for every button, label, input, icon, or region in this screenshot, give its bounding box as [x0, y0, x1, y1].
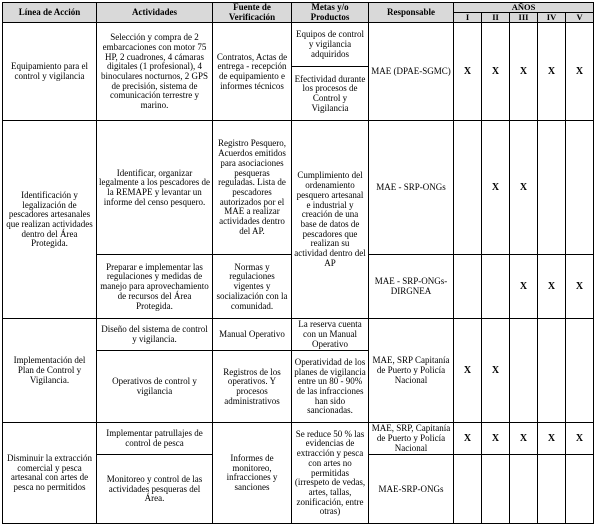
- year-mark-cell: X: [510, 423, 538, 455]
- actividad-cell: Identificar, organizar legalmente a los pescadores de la REMAPE y levantar un informe del censo pesquero.: [97, 121, 213, 255]
- fuente-cell: Registro Pesquero, Acuerdos emitidos para asociaciones pesqueras reguladas. Lista de pescadores autorizados por el MAE a realizar actividades dentro del AP.: [213, 121, 292, 255]
- fuente-cell: Contratos, Actas de entrega - recepción de equipamiento e informes técnicos: [213, 23, 292, 121]
- year-mark-cell: X: [454, 319, 482, 423]
- responsable-cell: MAE-SRP-ONGs: [369, 455, 454, 524]
- header-actividades: Actividades: [97, 3, 213, 23]
- year-mark-cell: [482, 455, 510, 524]
- year-mark-cell: [454, 255, 482, 319]
- header-responsable: Responsable: [369, 3, 454, 23]
- header-metas-productos: Metas y/o Productos: [292, 3, 369, 23]
- year-mark-cell: X: [482, 23, 510, 121]
- linea-de-accion-cell: Equipamiento para el control y vigilancia: [3, 23, 97, 121]
- actividad-cell: Selección y compra de 2 embarcaciones con motor 75 HP, 2 cuadrones, 4 cámaras digitales (1 profesional), 4 binoculares nocturnos, 2 GPS de precisión, sistema de comunicación terrestre y marino.: [97, 23, 213, 121]
- metas-subcell: Equipos de control y vigilancia adquiridos: [292, 23, 368, 67]
- actividad-cell: Diseño del sistema de control y vigilancia.: [97, 319, 213, 351]
- year-mark-cell: [566, 319, 594, 423]
- year-mark-cell: [510, 455, 538, 524]
- year-mark-cell: X: [538, 23, 566, 121]
- table-row: [3, 319, 594, 351]
- year-mark-cell: X: [566, 255, 594, 319]
- actividad-cell: Implementar patrullajes de control de pesca: [97, 423, 213, 455]
- year-mark-cell: [482, 255, 510, 319]
- header-year-3: III: [510, 13, 538, 23]
- year-mark-cell: [538, 319, 566, 423]
- header-year-5: V: [566, 13, 594, 23]
- year-mark-cell: [454, 121, 482, 255]
- year-mark-cell: X: [482, 121, 510, 255]
- responsable-cell: MAE, SRP, Capitanía de Puerto y Policía Nacional: [369, 423, 454, 455]
- header-year-1: I: [454, 13, 482, 23]
- year-mark-cell: [566, 121, 594, 255]
- fuente-cell: Registros de los operativos. Y procesos administrativos: [213, 351, 292, 423]
- document-page: [0, 2, 595, 527]
- table-row: [3, 23, 594, 121]
- fuente-cell: Manual Operativo: [213, 319, 292, 351]
- year-mark-cell: X: [454, 423, 482, 455]
- metas-cell: Se reduce 50 % las evidencias de extracción y pesca con artes no permitidas (irrespeto de vedas, artes, tallas, zonificación, entre otras): [292, 423, 369, 524]
- year-mark-cell: X: [510, 121, 538, 255]
- year-mark-cell: X: [566, 23, 594, 121]
- metas-cell: Cumplimiento del ordenamiento pesquero artesanal e industrial y creación de una base de datos de pescadores que realizan su actividad dentro del AP: [292, 121, 369, 319]
- header-fuente-de-verificacion: Fuente de Verificación: [213, 3, 292, 23]
- metas-cell: La reserva cuenta con un Manual Operativo: [292, 319, 369, 351]
- header-year-4: IV: [538, 13, 566, 23]
- responsable-cell: MAE - SRP-ONGs-DIRGNEA: [369, 255, 454, 319]
- metas-subcell: Efectividad durante los procesos de Control y Vigilancia: [294, 73, 366, 113]
- header-year-2: II: [482, 13, 510, 23]
- year-mark-cell: X: [454, 23, 482, 121]
- year-mark-cell: [538, 121, 566, 255]
- year-mark-cell: [454, 455, 482, 524]
- year-mark-cell: X: [510, 23, 538, 121]
- year-mark-cell: [510, 319, 538, 423]
- action-plan-table: [2, 2, 594, 524]
- year-mark-cell: X: [538, 423, 566, 455]
- metas-cell: Operatividad de los planes de vigilancia entre un 80 - 90% de las infracciones han sido sancionadas.: [292, 351, 369, 423]
- responsable-cell: MAE, SRP Capitanía de Puerto y Policía Nacional: [369, 319, 454, 423]
- header-anos: AÑOS: [454, 3, 594, 13]
- linea-de-accion-cell: Identificación y legalización de pescadores artesanales que realizan actividades dentro del Área Protegida.: [3, 121, 97, 319]
- table-row: [3, 121, 594, 255]
- metas-cell: [292, 23, 369, 121]
- linea-de-accion-cell: Implementación del Plan de Control y Vigilancia.: [3, 319, 97, 423]
- year-mark-cell: [538, 455, 566, 524]
- responsable-cell: MAE (DPAE-SGMC): [369, 23, 454, 121]
- actividad-cell: Operativos de control y vigilancia: [97, 351, 213, 423]
- year-mark-cell: X: [566, 423, 594, 455]
- header-linea-de-accion: Línea de Acción: [3, 3, 97, 23]
- year-mark-cell: X: [510, 255, 538, 319]
- year-mark-cell: [566, 455, 594, 524]
- responsable-cell: MAE - SRP-ONGs: [369, 121, 454, 255]
- actividad-cell: Preparar e implementar las regulaciones y medidas de manejo para aprovechamiento de recursos del Área Protegida.: [97, 255, 213, 319]
- fuente-cell: Normas y regulaciones vigentes y socialización con la comunidad.: [213, 255, 292, 319]
- year-mark-cell: X: [538, 255, 566, 319]
- year-mark-cell: X: [482, 319, 510, 423]
- linea-de-accion-cell: Disminuir la extracción comercial y pesca artesanal con artes de pesca no permitidos: [3, 423, 97, 524]
- actividad-cell: Monitoreo y control de las actividades pesqueras del Área.: [97, 455, 213, 524]
- year-mark-cell: X: [482, 423, 510, 455]
- table-row: [3, 423, 594, 455]
- fuente-cell: Informes de monitoreo, infracciones y sanciones: [213, 423, 292, 524]
